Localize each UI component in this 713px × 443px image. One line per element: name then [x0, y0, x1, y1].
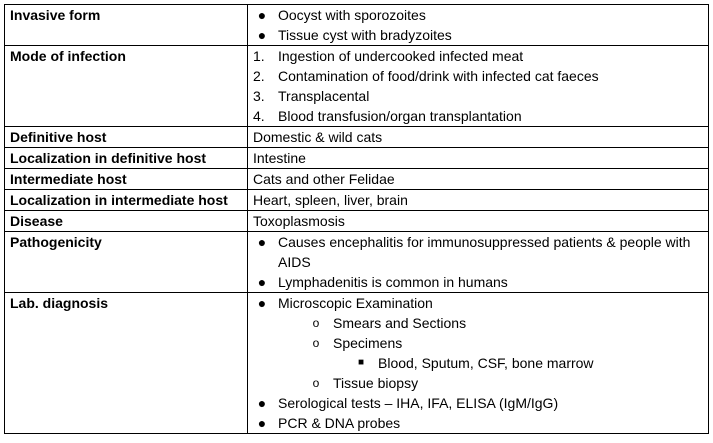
- circle-bullet-icon: o: [312, 376, 320, 390]
- row-label: Localization in definitive host: [5, 148, 248, 169]
- list-number: 2.: [253, 68, 265, 84]
- row-label: Localization in intermediate host: [5, 190, 248, 211]
- circle-bullet-icon: o: [312, 316, 320, 330]
- list-item: 2. Contamination of food/drink with infected cat faeces: [253, 68, 599, 84]
- row-label: Mode of infection: [5, 46, 248, 127]
- list-number: 4.: [253, 108, 265, 124]
- list-item: ● PCR & DNA probes: [253, 413, 703, 433]
- bullet-icon: ●: [257, 415, 267, 431]
- row-label: Lab. diagnosis: [5, 293, 248, 434]
- row-value: Cats and other Felidae: [248, 169, 709, 190]
- bullet-icon: ●: [257, 7, 267, 23]
- bullet-list: [253, 232, 703, 292]
- list-item: 1. Ingestion of undercooked infected meat: [253, 48, 524, 64]
- row-label: Intermediate host: [5, 169, 248, 190]
- bullet-icon: ●: [257, 295, 267, 311]
- table-row: [5, 127, 709, 148]
- bullet-icon: ●: [257, 234, 267, 250]
- list-item: ● Microscopic Examination o Smears and Sections o Specimens ■ Blood, Sputum, CSF, bone marrow o Tissue biopsy: [253, 293, 703, 393]
- list-item: ● Oocyst with sporozoites: [253, 5, 703, 25]
- square-bullet-icon: ■: [357, 357, 365, 368]
- list-item: 3. Transplacental: [253, 88, 370, 104]
- numbered-list: [253, 46, 703, 126]
- bullet-list: [253, 293, 703, 433]
- row-value: [248, 5, 709, 46]
- row-value: Toxoplasmosis: [248, 211, 709, 232]
- row-label: Pathogenicity: [5, 232, 248, 293]
- list-item: ■ Blood, Sputum, CSF, bone marrow: [357, 355, 594, 371]
- row-label: Disease: [5, 211, 248, 232]
- row-value: [248, 46, 709, 127]
- list-item: o Smears and Sections: [253, 313, 703, 333]
- row-value: [248, 293, 709, 434]
- bullet-icon: ●: [257, 274, 267, 290]
- row-value: [248, 232, 709, 293]
- table-row: [5, 148, 709, 169]
- bullet-list: [253, 5, 703, 45]
- table-row: [5, 232, 709, 293]
- circle-bullet-icon: o: [312, 336, 320, 350]
- table-row: [5, 46, 709, 127]
- list-number: 1.: [253, 48, 265, 64]
- table-row: [5, 211, 709, 232]
- list-number: 3.: [253, 88, 265, 104]
- list-item: ● Lymphadenitis is common in humans: [253, 272, 703, 292]
- row-value: Domestic & wild cats: [248, 127, 709, 148]
- bullet-icon: ●: [257, 395, 267, 411]
- list-item: o Tissue biopsy: [253, 373, 703, 393]
- row-label: Invasive form: [5, 5, 248, 46]
- row-value: Intestine: [248, 148, 709, 169]
- table-row: [5, 293, 709, 434]
- list-item: o Specimens ■ Blood, Sputum, CSF, bone marrow: [253, 333, 703, 373]
- bullet-icon: ●: [257, 27, 267, 43]
- table-row: [5, 190, 709, 211]
- list-item: ● Tissue cyst with bradyzoites: [253, 25, 703, 45]
- table-row: [5, 169, 709, 190]
- list-item: 4. Blood transfusion/organ transplantation: [253, 108, 522, 124]
- list-item: ● Causes encephalitis for immunosuppressed patients & people with AIDS: [253, 232, 703, 272]
- sub-list: [253, 313, 703, 393]
- row-label: Definitive host: [5, 127, 248, 148]
- row-value: Heart, spleen, liver, brain: [248, 190, 709, 211]
- table-row: [5, 5, 709, 46]
- list-item: ● Serological tests – IHA, IFA, ELISA (IgM/IgG): [253, 393, 703, 413]
- sub-sub-list: [253, 353, 703, 373]
- toxoplasma-info-table: [4, 4, 709, 434]
